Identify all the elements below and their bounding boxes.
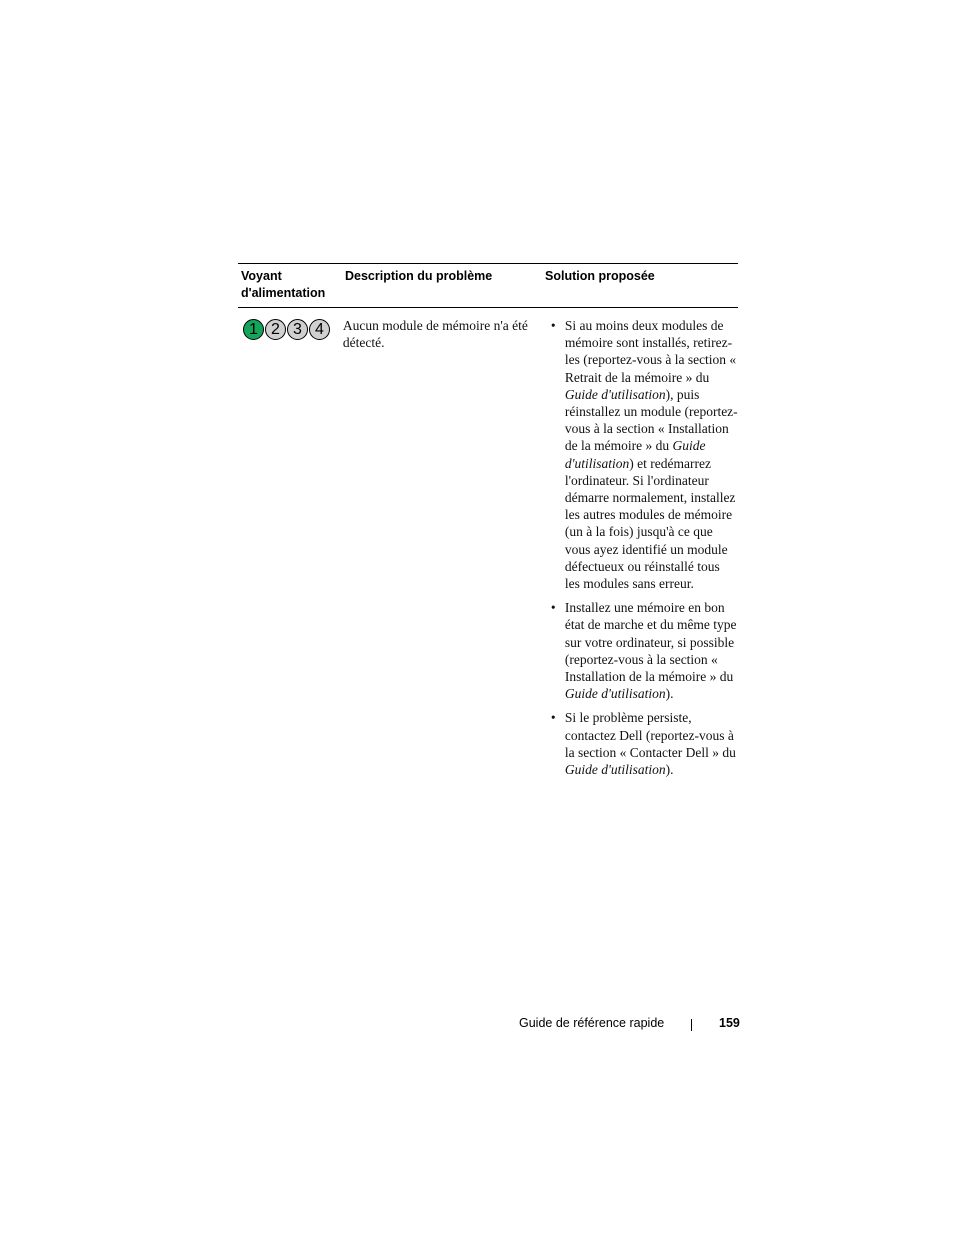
solution-text: ). — [665, 686, 674, 702]
guide-reference: Guide d'utilisation — [564, 386, 666, 402]
page-number: 159 — [719, 1016, 740, 1030]
diagnostic-light-3-icon: 3 — [287, 319, 308, 340]
solution-text: ) et redémarrez l'ordinateur. Si l'ordinateur démarre normalement, installez les autres modules de mémoire (un à la fois) jusqu'à ce que vous ayez identifié un module défectueux ou réinstallé tous les modules sans erreur. — [564, 455, 736, 592]
table-header-row — [238, 264, 738, 302]
diagnostic-lights — [241, 317, 343, 340]
solution-text: ), puis réinstallez un module (reportez-vous à la section « Installation de la mémoire » du — [564, 386, 738, 454]
guide-reference: Guide d'utilisation — [564, 438, 706, 471]
guide-reference: Guide d'utilisation — [564, 686, 666, 702]
solution-text: Si le problème persiste, contactez Dell (reportez-vous à la section « Contacter Dell » du — [564, 710, 736, 760]
header-proposed-solution: Solution proposée — [545, 269, 655, 283]
solution-text: Installez une mémoire en bon état de marche et du même type sur votre ordinateur, si possible (reportez-vous à la section « Installation de la mémoire » du — [564, 600, 737, 685]
problem-description: Aucun module de mémoire n'a été détecté. — [342, 318, 528, 351]
diagnostic-table — [238, 263, 738, 785]
diagnostic-light-1-icon: 1 — [243, 319, 264, 340]
bullet-icon: • — [550, 710, 556, 726]
power-light-cell — [238, 317, 343, 785]
solution-list — [549, 317, 738, 778]
bullet-icon: • — [550, 318, 556, 333]
solution-item — [549, 317, 738, 592]
header-power-light: Voyant d'alimentation — [241, 269, 326, 300]
solution-text: Si au moins deux modules de mémoire sont installés, retirez-les (reportez-vous à la section « Retrait de la mémoire » du — [564, 318, 737, 385]
footer-separator — [691, 1019, 692, 1031]
solution-cell — [549, 317, 738, 785]
bullet-icon: • — [550, 600, 556, 616]
diagnostic-light-2-icon: 2 — [265, 319, 286, 340]
table-row — [238, 308, 738, 785]
solution-item — [549, 709, 738, 778]
footer-title: Guide de référence rapide — [519, 1016, 665, 1030]
guide-reference: Guide d'utilisation — [564, 762, 666, 778]
diagnostic-light-4-icon: 4 — [309, 319, 330, 340]
header-problem-description: Description du problème — [345, 269, 493, 283]
solution-text: ). — [665, 762, 674, 778]
solution-item — [549, 599, 738, 702]
